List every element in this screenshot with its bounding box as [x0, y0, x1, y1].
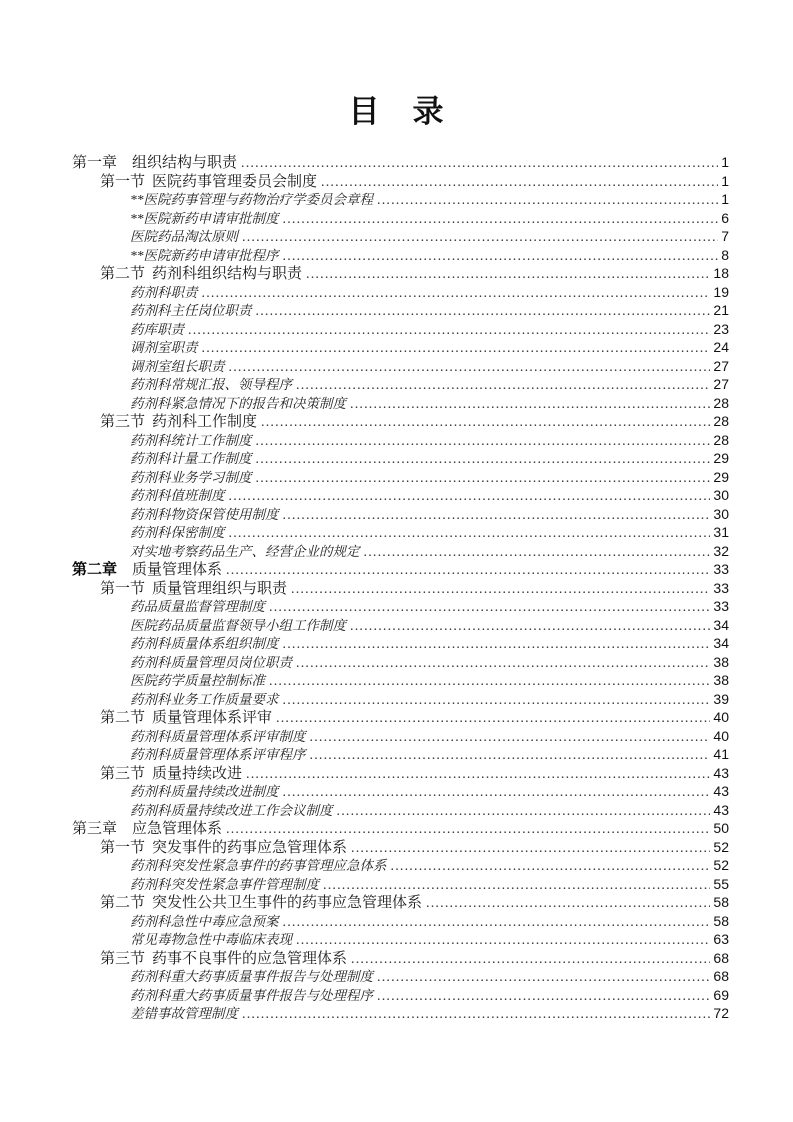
page-number: 30	[713, 505, 729, 522]
toc-entry	[72, 449, 729, 468]
toc-entry-title: 药剂科紧急情况下的报告和决策制度	[130, 395, 346, 411]
toc-entry-title: 药剂科重大药事质量事件报告与处理程序	[130, 987, 373, 1003]
toc-entry-title: 药剂科计量工作制度	[130, 451, 252, 466]
leader-dots	[377, 191, 718, 211]
toc-entry-prefix: 第三节	[100, 765, 146, 782]
toc-entry	[72, 653, 729, 672]
leader-dots	[242, 1005, 710, 1025]
page-number: 38	[713, 672, 729, 688]
toc-entry-title: 药剂科突发性紧急事件的药事管理应急体系	[130, 858, 387, 873]
toc-entry-title: 药剂科物资保管使用制度	[130, 506, 279, 522]
toc-entry-title: 药剂科业务工作质量要求	[130, 691, 279, 707]
toc-entry-prefix: 第三节	[100, 950, 146, 967]
toc-entry	[72, 727, 729, 746]
leader-dots	[306, 265, 710, 285]
toc-entry	[72, 283, 729, 302]
leader-dots	[188, 321, 710, 341]
leader-dots	[229, 487, 711, 507]
page-number: 43	[713, 801, 729, 818]
page-number: 27	[713, 357, 729, 374]
toc-entry	[72, 597, 729, 616]
toc-entry-title: 药剂科值班制度	[130, 488, 225, 503]
toc-entry	[72, 468, 729, 487]
toc-entry-title: 药剂科业务学习制度	[130, 469, 252, 485]
leader-dots	[323, 876, 710, 896]
toc-entry	[72, 1004, 729, 1023]
toc-entry	[72, 634, 729, 653]
leader-dots	[391, 857, 711, 877]
toc-entry	[72, 394, 729, 413]
toc-entry-title: 质量管理体系评审	[152, 710, 273, 726]
toc-entry-title: 质量持续改进	[152, 765, 243, 782]
leader-dots	[242, 228, 718, 248]
toc-list	[72, 153, 729, 1023]
toc-entry	[72, 690, 729, 709]
leader-dots	[283, 506, 711, 526]
toc-entry-title: **医院新药申请审批程序	[130, 247, 279, 263]
leader-dots	[269, 598, 710, 618]
toc-entry-title: 调剂室组长职责	[130, 358, 225, 374]
leader-dots	[226, 820, 710, 840]
leader-dots	[226, 561, 710, 581]
leader-dots	[283, 210, 719, 230]
toc-entry-title: 药库职责	[130, 321, 184, 337]
leader-dots	[296, 376, 710, 396]
page-number: 6	[721, 209, 729, 226]
toc-entry-title: 医院药学质量控制标准	[130, 673, 265, 688]
toc-entry	[72, 893, 729, 912]
toc-entry	[72, 523, 729, 542]
leader-dots	[256, 432, 711, 452]
toc-entry-title: 突发性公共卫生事件的药事应急管理体系	[152, 895, 423, 911]
toc-entry	[72, 930, 729, 949]
toc-entry	[72, 801, 729, 820]
page-number: 27	[713, 376, 729, 392]
leader-dots	[291, 580, 710, 600]
page-number: 33	[713, 561, 729, 577]
leader-dots	[426, 894, 710, 914]
toc-entry-prefix: 第一节	[100, 839, 146, 856]
page-number: 1	[721, 172, 729, 189]
leader-dots	[241, 154, 718, 174]
page-number: 58	[713, 894, 729, 910]
page-number: 31	[713, 524, 729, 540]
leader-dots	[202, 339, 711, 359]
toc-entry-title: 差错事故管理制度	[130, 1006, 238, 1021]
page-number: 72	[713, 1005, 729, 1021]
page-number: 41	[713, 746, 729, 762]
page-number: 68	[713, 949, 729, 966]
toc-entry	[72, 320, 729, 339]
page-number: 40	[713, 709, 729, 725]
toc-entry-prefix: 第二节	[100, 266, 146, 282]
toc-entry-prefix: 第一章	[72, 155, 118, 171]
leader-dots	[269, 672, 710, 692]
toc-entry	[72, 912, 729, 931]
page-number: 58	[713, 912, 729, 929]
toc-entry-title: 医院药品淘汰原则	[130, 229, 238, 244]
leader-dots	[351, 950, 710, 970]
page-number: 38	[713, 653, 729, 670]
leader-dots	[350, 395, 710, 415]
leader-dots	[350, 617, 710, 637]
page-number: 69	[713, 986, 729, 1003]
page-number: 23	[713, 320, 729, 337]
page-number: 43	[713, 764, 729, 781]
toc-entry-title: 药剂科突发性紧急事件管理制度	[130, 876, 319, 892]
page-number: 33	[713, 579, 729, 596]
toc-entry-title: 药剂科职责	[130, 284, 198, 300]
leader-dots	[310, 728, 711, 748]
leader-dots	[256, 469, 711, 489]
leader-dots	[261, 413, 710, 433]
leader-dots	[377, 968, 710, 988]
toc-entry-prefix: 第一节	[100, 173, 146, 190]
page-number: 40	[713, 727, 729, 744]
page-number: 28	[713, 394, 729, 411]
toc-entry-title: 医院药品质量监督领导小组工作制度	[130, 617, 346, 633]
toc-entry-title: 药剂科保密制度	[130, 525, 225, 540]
page-number: 18	[713, 265, 729, 281]
page-number: 8	[721, 246, 729, 263]
toc-entry	[72, 412, 729, 431]
toc-entry-title: 调剂室职责	[130, 340, 198, 355]
toc-entry	[72, 745, 729, 764]
toc-entry	[72, 301, 729, 320]
page-number: 1	[721, 191, 729, 207]
toc-entry-title: 药剂科统计工作制度	[130, 432, 252, 448]
toc-entry-title: 组织结构与职责	[132, 155, 238, 171]
page-number: 28	[713, 431, 729, 448]
toc-entry-prefix: 第二节	[100, 710, 146, 726]
page-number: 1	[721, 154, 729, 170]
leader-dots	[377, 987, 710, 1007]
toc-entry	[72, 560, 729, 579]
toc-entry	[72, 875, 729, 894]
toc-entry	[72, 190, 729, 209]
leader-dots	[321, 173, 718, 193]
leader-dots	[296, 654, 710, 674]
page-number: 7	[721, 228, 729, 244]
toc-entry-title: 药剂科质量持续改进制度	[130, 784, 279, 799]
toc-entry-title: 突发事件的药事应急管理体系	[152, 839, 348, 856]
page-number: 52	[713, 857, 729, 873]
leader-dots	[296, 931, 710, 951]
toc-entry-title: 药事不良事件的应急管理体系	[152, 950, 348, 967]
toc-entry-title: 药剂科质量管理体系评审程序	[130, 747, 306, 762]
toc-entry	[72, 764, 729, 783]
toc-entry	[72, 486, 729, 505]
page-number: 21	[713, 302, 729, 318]
toc-entry-title: 应急管理体系	[132, 821, 223, 837]
toc-entry-title: 药剂科主任岗位职责	[130, 303, 252, 318]
toc-entry	[72, 949, 729, 968]
toc-entry-title: 质量管理体系	[132, 562, 223, 578]
toc-entry	[72, 338, 729, 357]
toc-entry	[72, 671, 729, 690]
page-number: 34	[713, 616, 729, 633]
toc-entry-prefix: 第二章	[72, 562, 118, 578]
toc-entry-title: 质量管理组织与职责	[152, 580, 288, 597]
page-number: 55	[713, 875, 729, 892]
leader-dots	[256, 302, 711, 322]
toc-entry	[72, 616, 729, 635]
toc-entry	[72, 505, 729, 524]
toc-entry	[72, 264, 729, 283]
page-number: 19	[713, 283, 729, 300]
toc-entry-title: 药剂科工作制度	[152, 414, 258, 430]
leader-dots	[276, 709, 710, 729]
toc-entry-title: **医院药事管理与药物治疗学委员会章程	[130, 192, 373, 207]
page-number: 24	[713, 339, 729, 355]
page-number: 30	[713, 487, 729, 503]
leader-dots	[229, 358, 711, 378]
page-number: 33	[713, 598, 729, 614]
toc-entry	[72, 357, 729, 376]
leader-dots	[283, 635, 711, 655]
toc-entry	[72, 967, 729, 986]
toc-entry-title: 药剂科组织结构与职责	[152, 266, 303, 282]
toc-entry	[72, 172, 729, 191]
toc-entry	[72, 375, 729, 394]
toc-entry-title: 药剂科质量管理员岗位职责	[130, 654, 292, 670]
toc-entry	[72, 246, 729, 265]
toc-entry-title: 药剂科常规汇报、领导程序	[130, 377, 292, 392]
toc-entry-prefix: 第一节	[100, 580, 146, 597]
toc-entry-prefix: 第二节	[100, 895, 146, 911]
leader-dots	[283, 247, 719, 267]
toc-entry-title: 药剂科质量持续改进工作会议制度	[130, 802, 333, 818]
toc-title: 目 录	[348, 94, 445, 129]
leader-dots	[246, 765, 710, 785]
toc-entry	[72, 579, 729, 598]
toc-entry-title: 医院药事管理委员会制度	[152, 173, 318, 190]
leader-dots	[283, 691, 711, 711]
toc-entry-title: 药品质量监督管理制度	[130, 599, 265, 614]
leader-dots	[283, 913, 711, 933]
leader-dots	[364, 543, 711, 563]
toc-entry	[72, 227, 729, 246]
toc-entry	[72, 819, 729, 838]
page-number: 68	[713, 968, 729, 984]
leader-dots	[337, 802, 711, 822]
toc-entry	[72, 431, 729, 450]
toc-entry-prefix: 第三章	[72, 821, 118, 837]
toc-entry-title: 药剂科急性中毒应急预案	[130, 913, 279, 929]
page-number: 29	[713, 468, 729, 485]
page-number: 28	[713, 413, 729, 429]
leader-dots	[256, 450, 711, 470]
page-number: 39	[713, 690, 729, 707]
toc-entry	[72, 209, 729, 228]
leader-dots	[202, 284, 711, 304]
page-number: 52	[713, 838, 729, 855]
leader-dots	[229, 524, 711, 544]
leader-dots	[351, 839, 710, 859]
toc-entry-title: 常见毒物急性中毒临床表现	[130, 932, 292, 947]
toc-entry	[72, 838, 729, 857]
toc-entry	[72, 782, 729, 801]
toc-entry	[72, 153, 729, 172]
toc-entry-title: 药剂科质量体系组织制度	[130, 636, 279, 651]
toc-entry-prefix: 第三节	[100, 414, 146, 430]
page-number: 50	[713, 820, 729, 836]
toc-entry-title: 药剂科重大药事质量事件报告与处理制度	[130, 969, 373, 984]
leader-dots	[283, 783, 711, 803]
toc-entry	[72, 708, 729, 727]
page-number: 29	[713, 450, 729, 466]
page-number: 32	[713, 542, 729, 559]
toc-entry-title: **医院新药申请审批制度	[130, 210, 279, 226]
toc-entry	[72, 542, 729, 561]
leader-dots	[310, 746, 711, 766]
toc-entry	[72, 986, 729, 1005]
page-number: 34	[713, 635, 729, 651]
toc-entry	[72, 856, 729, 875]
toc-entry-title: 药剂科质量管理体系评审制度	[130, 728, 306, 744]
toc-entry-title: 对实地考察药品生产、经营企业的规定	[130, 543, 360, 559]
page-number: 63	[713, 931, 729, 947]
page-number: 43	[713, 783, 729, 799]
